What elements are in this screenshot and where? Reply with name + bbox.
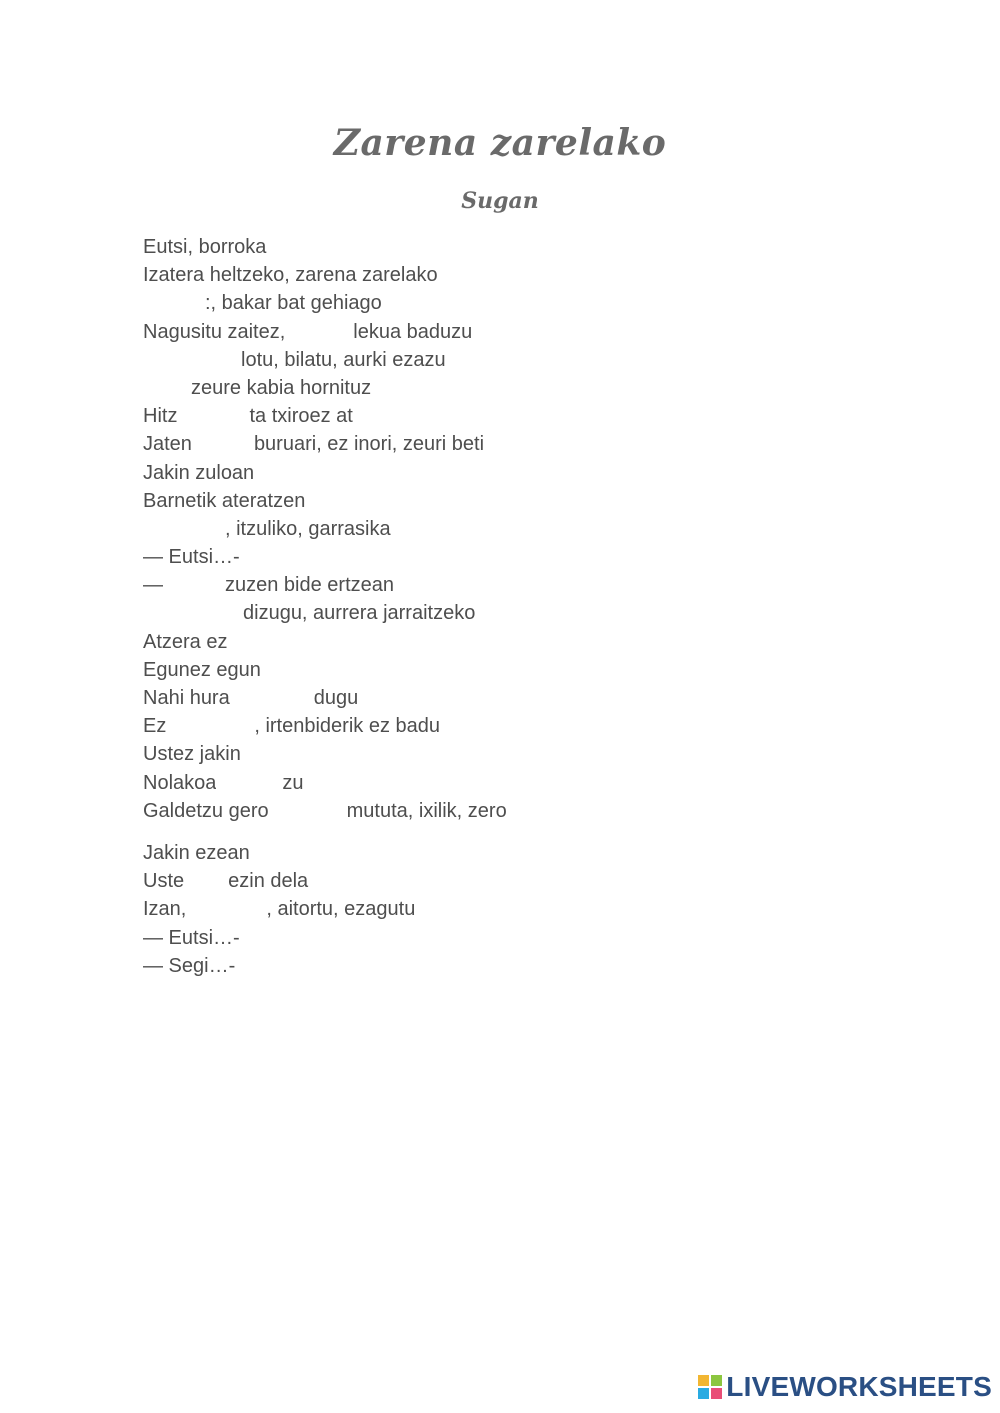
lyric-line xyxy=(143,599,743,627)
lyric-line xyxy=(143,712,743,740)
answer-blank[interactable] xyxy=(143,377,191,401)
lyric-line xyxy=(143,839,743,867)
lyric-line xyxy=(143,797,743,825)
lyric-line xyxy=(143,895,743,923)
song-title: Zarena zarelako xyxy=(333,122,667,164)
liveworksheets-logo xyxy=(698,1369,992,1405)
lyric-text: Eutsi, borroka xyxy=(143,236,267,258)
lyric-text: :, bakar bat gehiago xyxy=(205,292,382,315)
answer-blank[interactable] xyxy=(230,687,314,711)
lyric-text: Uste xyxy=(143,870,185,893)
lyric-text: Jaten xyxy=(143,433,192,456)
lyric-text: dugu xyxy=(313,687,359,709)
lyric-text: Jakin ezean xyxy=(143,841,250,864)
lyric-line xyxy=(143,374,743,402)
answer-blank[interactable] xyxy=(192,433,254,457)
logo-square xyxy=(698,1388,709,1399)
lyric-line xyxy=(143,346,743,374)
lyric-text: Ustez jakin xyxy=(143,743,241,766)
lyric-text: zuzen bide ertzean xyxy=(225,574,395,597)
lyric-line xyxy=(143,289,743,317)
lyric-text: Galdetzu gero xyxy=(143,799,269,822)
lyric-line xyxy=(143,628,743,656)
lyric-text: — Segi…- xyxy=(143,954,236,977)
lyric-line xyxy=(143,867,743,895)
answer-blank[interactable] xyxy=(177,405,249,429)
logo-square xyxy=(711,1388,722,1399)
lyric-line xyxy=(143,459,743,487)
answer-blank[interactable] xyxy=(143,518,225,542)
answer-blank[interactable] xyxy=(216,771,282,795)
lyric-text: Izatera heltzeko, zarena zarelako xyxy=(143,264,438,287)
lyric-text: ta txiroez at xyxy=(249,405,353,428)
logo-square xyxy=(698,1375,709,1386)
lyric-text: , itzuliko, garrasika xyxy=(225,517,391,540)
lyric-text: zeure kabia hornituz xyxy=(191,376,372,399)
lyric-text: Jakin zuloan xyxy=(143,461,255,484)
lyric-line xyxy=(143,515,743,543)
lyric-text: , irtenbiderik ez badu xyxy=(254,715,441,738)
stanza-gap xyxy=(143,825,743,839)
lyric-line xyxy=(143,487,743,515)
lyric-text: , aitortu, ezagutu xyxy=(266,898,416,921)
lyric-line xyxy=(143,769,743,797)
lyric-text: ezin dela xyxy=(228,870,309,893)
lyric-text: Atzera ez xyxy=(143,630,228,653)
lyric-text: — Eutsi…- xyxy=(143,926,240,949)
lyric-text: Hitz xyxy=(143,405,178,428)
lyric-text: Nolakoa xyxy=(143,771,217,794)
lyric-text: Ez xyxy=(143,715,167,738)
lyric-text: — xyxy=(143,574,163,597)
answer-blank[interactable] xyxy=(184,870,228,894)
song-artist: Sugan xyxy=(461,188,539,214)
answer-blank[interactable] xyxy=(269,799,347,823)
answer-blank[interactable] xyxy=(143,602,243,626)
lyric-line xyxy=(143,924,743,952)
lyric-line xyxy=(143,261,743,289)
lyric-text: lotu, bilatu, aurki ezazu xyxy=(241,348,446,371)
lyric-line xyxy=(143,430,743,458)
liveworksheets-icon xyxy=(698,1375,722,1399)
lyric-line xyxy=(143,684,743,712)
lyric-line xyxy=(143,571,743,599)
answer-blank[interactable] xyxy=(285,320,353,344)
lyric-text: Izan, xyxy=(143,898,187,921)
lyric-line xyxy=(143,233,743,261)
lyric-text: zu xyxy=(282,771,304,794)
lyric-text: Egunez egun xyxy=(143,658,261,681)
answer-blank[interactable] xyxy=(143,292,205,316)
lyric-text: — Eutsi…- xyxy=(143,546,240,569)
lyric-text: buruari, ez inori, zeuri beti xyxy=(253,433,485,456)
lyric-text: dizugu, aurrera jarraitzeko xyxy=(243,602,476,625)
lyrics-block xyxy=(143,233,743,980)
lyric-text: Nahi hura xyxy=(143,687,230,709)
logo-square xyxy=(711,1375,722,1386)
liveworksheets-wordmark: LIVEWORKSHEETS xyxy=(726,1371,992,1402)
answer-blank[interactable] xyxy=(143,348,241,372)
lyric-line xyxy=(143,952,743,980)
lyric-line xyxy=(143,740,743,768)
lyric-text: mututa, ixilik, zero xyxy=(346,799,507,822)
lyric-text: lekua baduzu xyxy=(353,320,473,343)
lyric-line xyxy=(143,402,743,430)
lyric-text: Barnetik ateratzen xyxy=(143,489,306,512)
answer-blank[interactable] xyxy=(163,574,225,598)
lyric-text: Nagusitu zaitez, xyxy=(143,320,286,343)
answer-blank[interactable] xyxy=(186,898,266,922)
lyric-line xyxy=(143,318,743,346)
answer-blank[interactable] xyxy=(166,715,254,739)
lyric-line xyxy=(143,543,743,571)
lyric-line xyxy=(143,656,743,684)
